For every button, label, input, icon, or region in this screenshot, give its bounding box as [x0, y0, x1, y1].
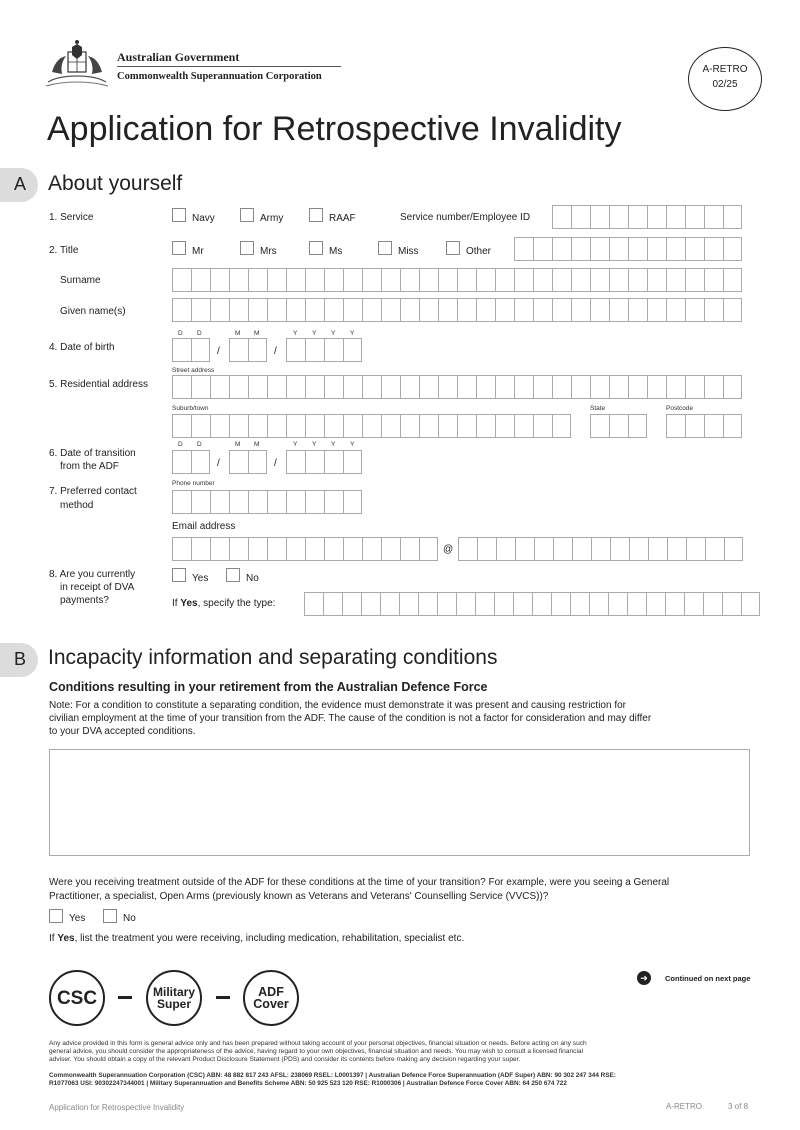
transition-year-input[interactable] — [286, 450, 362, 474]
dob-hint-m1: M — [235, 330, 241, 337]
trans-hint-y2: Y — [312, 441, 317, 448]
email-label: Email address — [172, 521, 236, 532]
phone-input[interactable] — [172, 490, 362, 514]
title-other-label: Other — [466, 246, 492, 257]
treatment-no-checkbox[interactable] — [103, 909, 117, 923]
dob-sep-1: / — [217, 346, 220, 357]
trans-sep-2: / — [274, 458, 277, 469]
treatment-yes-label: Yes — [69, 913, 86, 924]
dob-hint-m2: M — [254, 330, 260, 337]
title-other-checkbox[interactable] — [446, 241, 460, 255]
trans-hint-m2: M — [254, 441, 260, 448]
given-names-label: Given name(s) — [60, 306, 126, 317]
dva-yes-checkbox[interactable] — [172, 568, 186, 582]
section-a-letter: A — [14, 174, 27, 194]
service-navy-label: Navy — [192, 213, 215, 224]
dob-hint-d2: D — [197, 330, 202, 337]
dob-hint-d1: D — [178, 330, 183, 337]
conditions-textarea[interactable] — [49, 749, 750, 856]
disclaimer-line3: adviser. You should obtain a copy of the relevant Product Disclosure Statement (PDS) and consider its contents before making any decision regarding your super. — [49, 1056, 521, 1063]
note-line3: to your DVA accepted conditions. — [49, 726, 196, 737]
dob-hint-y3: Y — [331, 330, 336, 337]
abn-line1: Commonwealth Superannuation Corporation (CSC) ABN: 48 882 817 243 AFSL: 238069 RSEL: L0001397 | Australian Defence Force Superannuation (ADF Super) ABN: 90 302 247 344 RSE: — [49, 1072, 616, 1079]
treatment-question-line1: Were you receiving treatment outside of the ADF for these conditions at the time of your transition? For example, were you seeing a General — [49, 877, 670, 888]
email-at-symbol: @ — [443, 544, 454, 555]
note-line1: Note: For a condition to constitute a separating condition, the evidence must demonstrate it was present and causing restriction for — [49, 700, 626, 711]
continued-label: Continued on next page — [665, 974, 751, 983]
q7-label-line1: 7. Preferred contact — [49, 486, 137, 497]
title-ms-checkbox[interactable] — [309, 241, 323, 255]
service-number-input[interactable] — [552, 205, 742, 229]
disclaimer-line1: Any advice provided in this form is general advice only and has been prepared without taking account of your personal objectives, financial situation or needs. Before acting on any such — [49, 1040, 587, 1047]
abn-line2: R1077063 USI: 90302247344001 | Military Superannuation and Benefits Scheme ABN: 50 925 523 120 RSE: R1000306 | Australian Defence Force Cover ABN: 64 250 674 722 — [49, 1080, 567, 1087]
dob-hint-y1: Y — [293, 330, 298, 337]
title-mrs-checkbox[interactable] — [240, 241, 254, 255]
gov-name: Australian Government — [117, 50, 240, 64]
agency-name: Commonwealth Superannuation Corporation — [117, 71, 322, 82]
phone-label: Phone number — [172, 480, 215, 487]
postcode-input[interactable] — [666, 414, 742, 438]
street-address-label: Street address — [172, 367, 215, 374]
email-local-input[interactable] — [172, 537, 438, 561]
footer-page-number: 3 of 8 — [728, 1102, 749, 1111]
suburb-label: Suburb/town — [172, 405, 209, 412]
email-domain-input[interactable] — [458, 537, 743, 561]
q6-label-line1: 6. Date of transition — [49, 448, 136, 459]
dva-no-label: No — [246, 573, 259, 584]
service-army-checkbox[interactable] — [240, 208, 254, 222]
page-title: Application for Retrospective Invalidity — [47, 110, 622, 148]
dob-year-input[interactable] — [286, 338, 362, 362]
dva-specify-label: If Yes, specify the type: — [172, 598, 276, 609]
service-raaf-checkbox[interactable] — [309, 208, 323, 222]
q8-label-line3: payments? — [60, 595, 109, 606]
transition-day-input[interactable] — [172, 450, 210, 474]
csc-logo: CSC — [49, 970, 105, 1026]
trans-sep-1: / — [217, 458, 220, 469]
section-b-letter: B — [14, 649, 27, 669]
service-raaf-label: RAAF — [329, 213, 356, 224]
military-super-logo: Military Super — [146, 970, 202, 1026]
street-address-input[interactable] — [172, 375, 742, 399]
trans-hint-y4: Y — [350, 441, 355, 448]
q1-label: 1. Service — [49, 212, 94, 223]
header-rule — [117, 66, 341, 67]
suburb-input[interactable] — [172, 414, 571, 438]
dob-hint-y4: Y — [350, 330, 355, 337]
surname-input[interactable] — [172, 268, 742, 292]
trans-hint-y3: Y — [331, 441, 336, 448]
logo-dash-2 — [216, 996, 230, 999]
q5-label: 5. Residential address — [49, 379, 148, 390]
section-b-subheading: Conditions resulting in your retirement from the Australian Defence Force — [49, 680, 488, 694]
dob-hint-y2: Y — [312, 330, 317, 337]
dva-type-input[interactable] — [304, 592, 760, 616]
continued-arrow-icon: ➜ — [637, 971, 651, 985]
trans-hint-m1: M — [235, 441, 241, 448]
dva-yes-label: Yes — [192, 573, 209, 584]
dva-no-checkbox[interactable] — [226, 568, 240, 582]
title-ms-label: Ms — [329, 246, 343, 257]
note-line2: civilian employment at the time of your transition from the ADF. The cause of the condition is not a factor for consideration and may differ — [49, 713, 652, 724]
adf-cover-logo: ADF Cover — [243, 970, 299, 1026]
section-b-title: Incapacity information and separating conditions — [48, 646, 498, 669]
footer-doc-name: Application for Retrospective Invalidity — [49, 1103, 185, 1112]
coat-of-arms-logo — [44, 38, 110, 88]
form-code: A-RETRO — [702, 64, 748, 75]
dob-month-input[interactable] — [229, 338, 267, 362]
q6-label-line2: from the ADF — [60, 461, 119, 472]
trans-hint-d2: D — [197, 441, 202, 448]
service-navy-checkbox[interactable] — [172, 208, 186, 222]
footer-doc-code: A-RETRO — [666, 1102, 702, 1111]
q4-label: 4. Date of birth — [49, 342, 115, 353]
service-number-label: Service number/Employee ID — [400, 212, 531, 223]
title-miss-checkbox[interactable] — [378, 241, 392, 255]
trans-hint-d1: D — [178, 441, 183, 448]
title-mr-label: Mr — [192, 246, 204, 257]
q8-label-line2: in receipt of DVA — [60, 582, 135, 593]
trans-hint-y1: Y — [293, 441, 298, 448]
q7-label-line2: method — [60, 500, 94, 511]
section-a-title: About yourself — [48, 172, 183, 195]
treatment-no-label: No — [123, 913, 136, 924]
service-army-label: Army — [260, 213, 284, 224]
title-other-input[interactable] — [514, 237, 742, 261]
dob-sep-2: / — [274, 346, 277, 357]
q2-label: 2. Title — [49, 245, 79, 256]
transition-month-input[interactable] — [229, 450, 267, 474]
postcode-label: Postcode — [666, 405, 694, 412]
form-code-badge — [688, 47, 762, 111]
form-version: 02/25 — [712, 79, 738, 90]
given-names-input[interactable] — [172, 298, 742, 322]
treatment-question-line2: Practitioner, a specialist, Open Arms (previously known as Veterans and Veterans' Counselling Service (VVCS))? — [49, 891, 549, 902]
title-mrs-label: Mrs — [260, 246, 277, 257]
surname-label: Surname — [60, 275, 101, 286]
title-mr-checkbox[interactable] — [172, 241, 186, 255]
state-input[interactable] — [590, 414, 647, 438]
logo-dash-1 — [118, 996, 132, 999]
dob-day-input[interactable] — [172, 338, 210, 362]
title-miss-label: Miss — [398, 246, 419, 257]
treatment-list-label: If Yes, list the treatment you were receiving, including medication, rehabilitation, specialist etc. — [49, 933, 465, 944]
treatment-yes-checkbox[interactable] — [49, 909, 63, 923]
q8-label-line1: 8. Are you currently — [49, 569, 136, 580]
disclaimer-line2: general advice, you should consider the appropriateness of the advice, having regard to your own objectives, financial situation and needs. You may wish to consult a licensed financial — [49, 1048, 584, 1055]
state-label: State — [590, 405, 606, 412]
